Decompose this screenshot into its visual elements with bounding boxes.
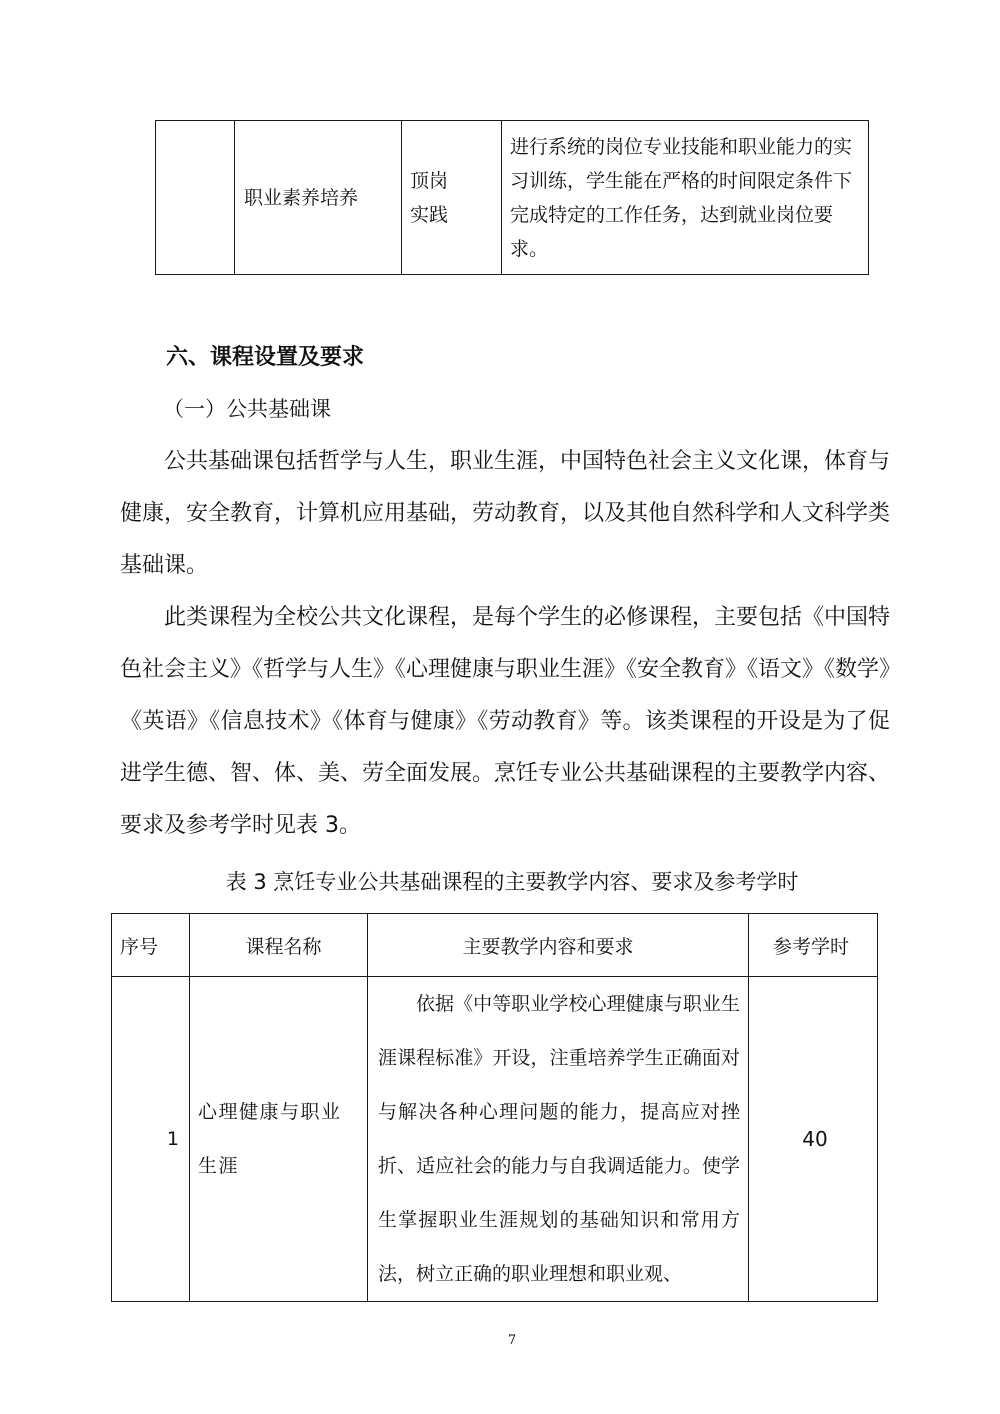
row-name: 心理健康与职业生涯 [190,977,368,1302]
row-content: 依据《中等职业学校心理健康与职业生涯课程标准》开设，注重培养学生正确面对与解决各种心理问题的能力，提高应对挫折、适应社会的能力与自我调适能力。使学生掌握职业生涯规划的基础知识和常用方法，树立正确的职业理想和职业观、 [368,977,749,1302]
paragraph-2: 此类课程为全校公共文化课程，是每个学生的必修课程，主要包括《中国特色社会主义》《哲学与人生》《心理健康与职业生涯》《安全教育》《语文》《数学》《英语》《信息技术》《体育与健康》《劳动教育》等。该类课程的开设是为了促进学生德、智、体、美、劳全面发展。烹饪专业公共基础课程的主要教学内容、要求及参考学时见表 3。 [120,605,891,838]
description-text: 进行系统的岗位专业技能和职业能力的实习训练，学生能在严格的时间限定条件下完成特定的工作任务，达到就业岗位要求。 [510,135,853,260]
category-label: 职业素养培养 [244,186,359,209]
table-cell-empty [156,121,235,275]
subsection-heading: （一）公共基础课 [163,397,331,421]
row-hours: 40 [749,977,878,1302]
description-cell [502,121,869,275]
row-seq: 1 [112,977,190,1302]
table-row [156,121,869,275]
section-heading: 六、课程设置及要求 [166,345,365,370]
header-content: 主要教学内容和要求 [368,914,749,977]
table-caption: 表 3 烹饪专业公共基础课程的主要教学内容、要求及参考学时 [225,870,799,894]
table-header-row [112,914,878,977]
page-number: 7 [507,1333,517,1348]
category-cell [235,121,402,275]
header-name: 课程名称 [190,914,368,977]
paragraph-1: 公共基础课包括哲学与人生，职业生涯，中国特色社会主义文化课，体育与健康，安全教育，计算机应用基础，劳动教育，以及其他自然科学和人文科学类基础课。 [120,449,891,578]
course-table [111,913,878,1302]
table-row [112,977,878,1302]
header-hours: 参考学时 [749,914,878,977]
course-label: 顶岗实践 [410,169,449,226]
header-seq: 序号 [112,914,190,977]
course-cell [402,121,502,275]
internship-table [155,120,869,275]
